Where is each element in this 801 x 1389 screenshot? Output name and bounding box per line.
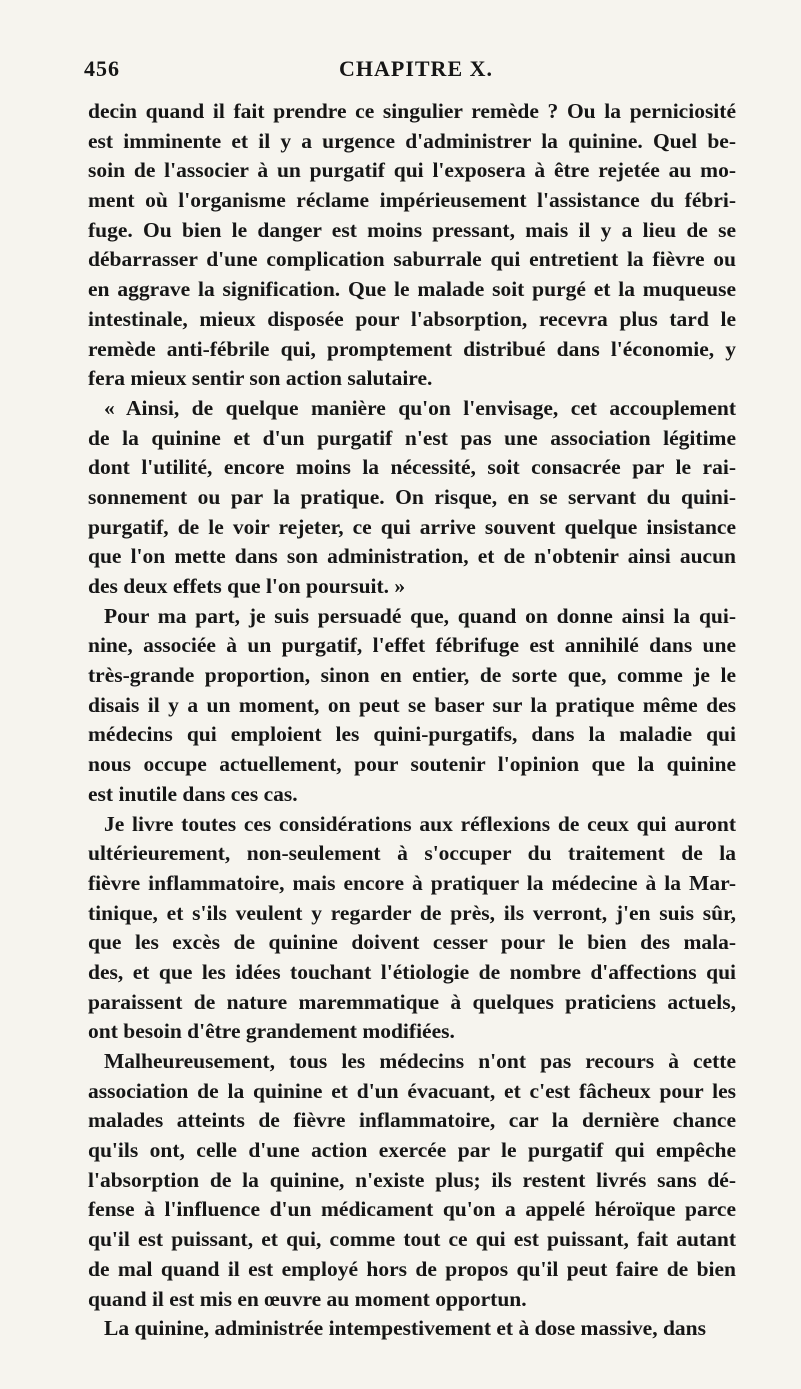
- text-line: des, et que les idées touchant l'étiologie de nombre d'affections qui: [88, 959, 736, 984]
- text-line: nine, associée à un purgatif, l'effet fébrifuge est annihilé dans une: [88, 633, 736, 658]
- text-line: dont l'utilité, encore moins la nécessité, soit consacrée par le rai-: [88, 455, 736, 480]
- text-line: purgatif, de le voir rejeter, ce qui arrive souvent quelque insistance: [88, 514, 736, 539]
- text-line: de la quinine et d'un purgatif n'est pas une association légitime: [88, 425, 736, 450]
- text-line: Malheureusement, tous les médecins n'ont pas recours à cette: [104, 1049, 736, 1073]
- text-line: est imminente et il y a urgence d'administrer la quinine. Quel be-: [88, 128, 736, 153]
- text-line: qu'ils ont, celle d'une action exercée par le purgatif qui empêche: [88, 1138, 736, 1163]
- text-line: des deux effets que l'on poursuit. »: [88, 574, 406, 598]
- text-line: quand il est mis en œuvre au moment opportun.: [88, 1286, 527, 1311]
- text-line: tinique, et s'ils veulent y regarder de près, ils verront, j'en suis sûr,: [88, 900, 736, 925]
- text-line: Pour ma part, je suis persuadé que, quand on donne ainsi la qui-: [104, 603, 736, 628]
- text-line: fera mieux sentir son action salutaire.: [88, 366, 433, 391]
- text-line: malades atteints de fièvre inflammatoire, car la dernière chance: [88, 1108, 736, 1133]
- text-line: fuge. Ou bien le danger est moins pressant, mais il y a lieu de se: [88, 217, 736, 242]
- text-line: en aggrave la signification. Que le malade soit purgé et la muqueuse: [88, 277, 736, 302]
- text-line: paraissent de nature maremmatique à quelques praticiens actuels,: [88, 989, 736, 1014]
- text-line: l'absorption de la quinine, n'existe plus; ils restent livrés sans dé-: [88, 1167, 736, 1192]
- text-line: intestinale, mieux disposée pour l'absorption, recevra plus tard le: [88, 306, 736, 331]
- text-line: que les excès de quinine doivent cesser pour le bien des mala-: [88, 930, 736, 955]
- text-line: médecins qui emploient les quini-purgatifs, dans la maladie qui: [88, 722, 736, 747]
- page-header: [84, 56, 741, 86]
- text-line: La quinine, administrée intempestivement et à dose massive, dans: [104, 1316, 706, 1341]
- text-line: sonnement ou par la pratique. On risque, en se servant du quini-: [88, 484, 736, 509]
- text-line: Je livre toutes ces considérations aux réflexions de ceux qui auront: [104, 811, 736, 836]
- text-line: que l'on mette dans son administration, et de n'obtenir ainsi aucun: [88, 544, 736, 569]
- text-line: ont besoin d'être grandement modifiées.: [88, 1019, 455, 1044]
- text-line: « Ainsi, de quelque manière qu'on l'envisage, cet accouplement: [104, 395, 736, 420]
- running-head: CHAPITRE X.: [339, 56, 494, 81]
- text-line: remède anti-fébrile qui, promptement distribué dans l'économie, y: [88, 336, 736, 361]
- text-line: ment où l'organisme réclame impérieusement l'assistance du fébri-: [88, 188, 736, 213]
- text-line: qu'il est puissant, et qui, comme tout ce qui est puissant, fait autant: [88, 1227, 736, 1252]
- text-line: est inutile dans ces cas.: [88, 781, 298, 806]
- text-line: association de la quinine et d'un évacuant, et c'est fâcheux pour les: [88, 1078, 736, 1103]
- text-line: soin de l'associer à un purgatif qui l'exposera à être rejetée au mo-: [88, 158, 736, 183]
- text-line: débarrasser d'une complication saburrale qui entretient la fièvre ou: [88, 247, 736, 272]
- text-line: disais il y a un moment, on peut se baser sur la pratique même des: [88, 692, 736, 717]
- text-line: decin quand il fait prendre ce singulier remède ? Ou la perniciosité: [88, 99, 736, 123]
- text-line: de mal quand il est employé hors de propos qu'il peut faire de bien: [88, 1256, 736, 1281]
- page-number: 456: [84, 56, 120, 81]
- text-line: très-grande proportion, sinon en entier, de sorte que, comme je le: [88, 663, 736, 688]
- text-line: fièvre inflammatoire, mais encore à pratiquer la médecine à la Mar-: [88, 870, 736, 895]
- body-text: [88, 97, 736, 1344]
- text-line: nous occupe actuellement, pour soutenir l'opinion que la quinine: [88, 752, 736, 777]
- text-line: ultérieurement, non-seulement à s'occuper du traitement de la: [88, 841, 736, 866]
- text-line: fense à l'influence d'un médicament qu'on a appelé héroïque parce: [88, 1197, 736, 1222]
